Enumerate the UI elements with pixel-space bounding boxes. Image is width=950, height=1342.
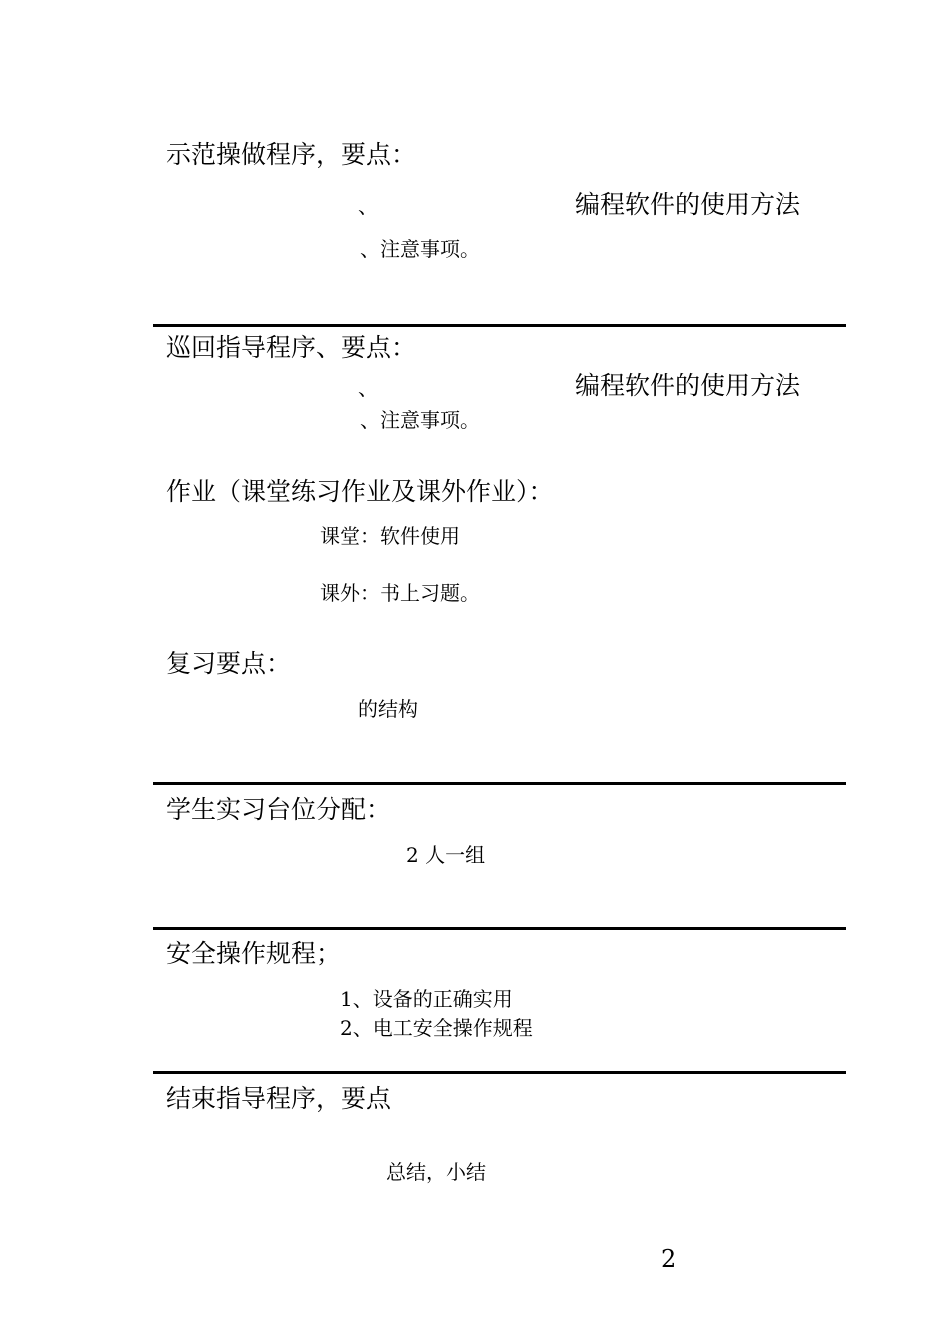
review-heading: 复习要点： (166, 649, 292, 678)
patrol-line1-mark: 、 (358, 376, 378, 400)
homework-heading: 作业（课堂练习作业及课外作业）： (166, 477, 554, 506)
patrol-line1-text: 编程软件的使用方法 (575, 371, 801, 400)
section-divider (153, 324, 846, 327)
demo-heading: 示范操做程序，要点： (166, 140, 417, 169)
demo-line1-mark: 、 (358, 194, 378, 218)
homework-outside: 课外：书上习题。 (320, 581, 480, 605)
closing-item: 总结，小结 (386, 1160, 486, 1184)
safety-heading: 安全操作规程； (166, 939, 342, 968)
review-item: 的结构 (358, 697, 418, 721)
closing-heading: 结束指导程序，要点 (166, 1084, 392, 1113)
safety-item-2: 2、电工安全操作规程 (340, 1016, 533, 1040)
demo-line1-text: 编程软件的使用方法 (575, 190, 801, 219)
section-divider (153, 782, 846, 785)
section-divider (153, 927, 846, 930)
patrol-heading: 巡回指导程序、要点： (166, 333, 417, 362)
demo-line2: 、注意事项。 (360, 237, 480, 261)
section-divider (153, 1071, 846, 1074)
patrol-line2: 、注意事项。 (360, 408, 480, 432)
page-number: 2 (661, 1245, 677, 1273)
homework-classroom: 课堂：软件使用 (320, 524, 460, 548)
stations-heading: 学生实习台位分配： (166, 795, 392, 824)
safety-item-1: 1、设备的正确实用 (340, 987, 513, 1011)
stations-item: 2 人一组 (406, 843, 486, 867)
